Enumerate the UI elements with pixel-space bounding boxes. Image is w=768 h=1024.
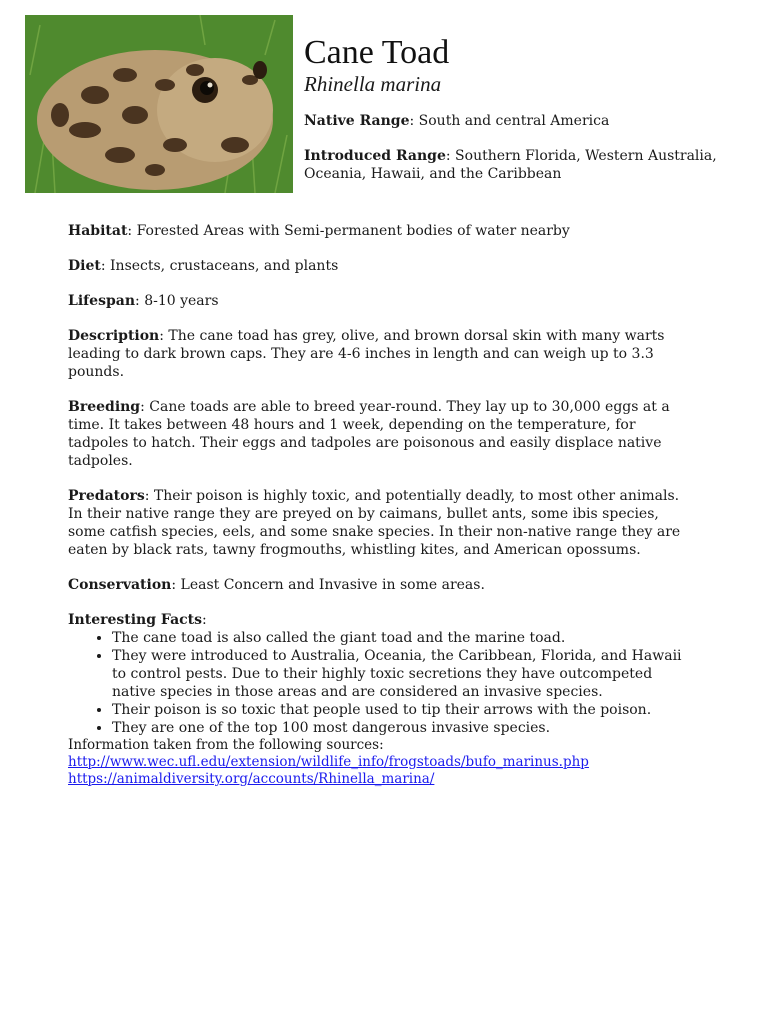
interesting-facts-label: Interesting Facts: [68, 612, 203, 628]
description: Description: The cane toad has grey, olive, and brown dorsal skin with many warts leading to dark brown caps. They are 4-6 inches in length and can weigh up to 3.3 pounds.: [68, 328, 665, 380]
introduced-range-value: Southern Florida, Western Australia, Oceania, Hawaii, and the Caribbean: [304, 148, 717, 182]
predators: Predators: Their poison is highly toxic, and potentially deadly, to most other animals. In their native range they are preyed on by caimans, bullet ants, some ibis species, some catfish species, eels, and some snake species. In their non-native range they are eaten by black rats, tawny frogmouths, whistling kites, and American opossums.: [68, 488, 681, 558]
introduced-range: Introduced Range: Southern Florida, Western Australia, Oceania, Hawaii, and the Caribbean: [304, 148, 717, 182]
native-range-value: South and central America: [418, 113, 610, 129]
breeding-value: Cane toads are able to breed year-round. They lay up to 30,000 eggs at a time. It takes between 48 hours and 1 week, depending on the temperature, for tadpoles to hatch. Their eggs and tadpoles are poisonous and easily displace native tadpoles.: [68, 399, 670, 469]
description-value: The cane toad has grey, olive, and brown dorsal skin with many warts leading to dark brown caps. They are 4-6 inches in length and can weigh up to 3.3 pounds.: [68, 328, 665, 380]
list-item: • They were introduced to Australia, Oceania, the Caribbean, Florida, and Hawaii to control pests. Due to their highly toxic secretions they have outcompeted native species in those areas and are considered an invasive species.: [112, 647, 698, 701]
breeding-label: Breeding: [68, 399, 141, 415]
interesting-facts-list: [68, 629, 698, 737]
conservation-value: Least Concern and Invasive in some areas.: [180, 577, 485, 593]
toad-photo-icon: [25, 15, 293, 193]
toad-photo: [25, 15, 293, 193]
main-content: [68, 222, 698, 788]
header: [304, 34, 744, 200]
native-range-label: Native Range: [304, 113, 410, 129]
native-range: Native Range: South and central America: [304, 113, 610, 129]
diet: Diet: Insects, crustaceans, and plants: [68, 258, 339, 274]
lifespan-label: Lifespan: [68, 293, 136, 309]
predators-label: Predators: [68, 488, 145, 504]
lifespan: Lifespan: 8-10 years: [68, 293, 219, 309]
diet-label: Diet: [68, 258, 101, 274]
sources: [68, 737, 698, 788]
sources-intro: Information taken from the following sources:: [68, 737, 384, 753]
description-label: Description: [68, 328, 160, 344]
lifespan-value: 8-10 years: [144, 293, 219, 309]
list-item: • Their poison is so toxic that people used to tip their arrows with the poison.: [112, 701, 698, 719]
predators-value: Their poison is highly toxic, and potentially deadly, to most other animals. In their native range they are preyed on by caimans, bullet ants, some ibis species, some catfish species, eels, and some snake species. In their non-native range they are eaten by black rats, tawny frogmouths, whistling kites, and American opossums.: [68, 488, 681, 558]
habitat: Habitat: Forested Areas with Semi-permanent bodies of water nearby: [68, 223, 570, 239]
scientific-name: Rhinella marina: [304, 72, 442, 96]
list-item: • The cane toad is also called the giant toad and the marine toad.: [112, 629, 698, 647]
breeding: Breeding: Cane toads are able to breed year-round. They lay up to 30,000 eggs at a time. It takes between 48 hours and 1 week, depending on the temperature, for tadpoles to hatch. Their eggs and tadpoles are poisonous and easily displace native tadpoles.: [68, 399, 670, 469]
conservation: Conservation: Least Concern and Invasive in some areas.: [68, 577, 485, 593]
habitat-label: Habitat: [68, 223, 128, 239]
page-title: Cane Toad: [304, 34, 450, 71]
conservation-label: Conservation: [68, 577, 172, 593]
introduced-range-label: Introduced Range: [304, 148, 446, 164]
source-link-ufl[interactable]: http://www.wec.ufl.edu/extension/wildlife_info/frogstoads/bufo_marinus.php: [68, 754, 589, 770]
source-link-animaldiversity[interactable]: https://animaldiversity.org/accounts/Rhinella_marina/: [68, 771, 435, 787]
habitat-value: Forested Areas with Semi-permanent bodies of water nearby: [136, 223, 570, 239]
diet-value: Insects, crustaceans, and plants: [110, 258, 339, 274]
list-item: • They are one of the top 100 most dangerous invasive species.: [112, 719, 698, 737]
interesting-facts-heading: Interesting Facts:: [68, 612, 207, 628]
